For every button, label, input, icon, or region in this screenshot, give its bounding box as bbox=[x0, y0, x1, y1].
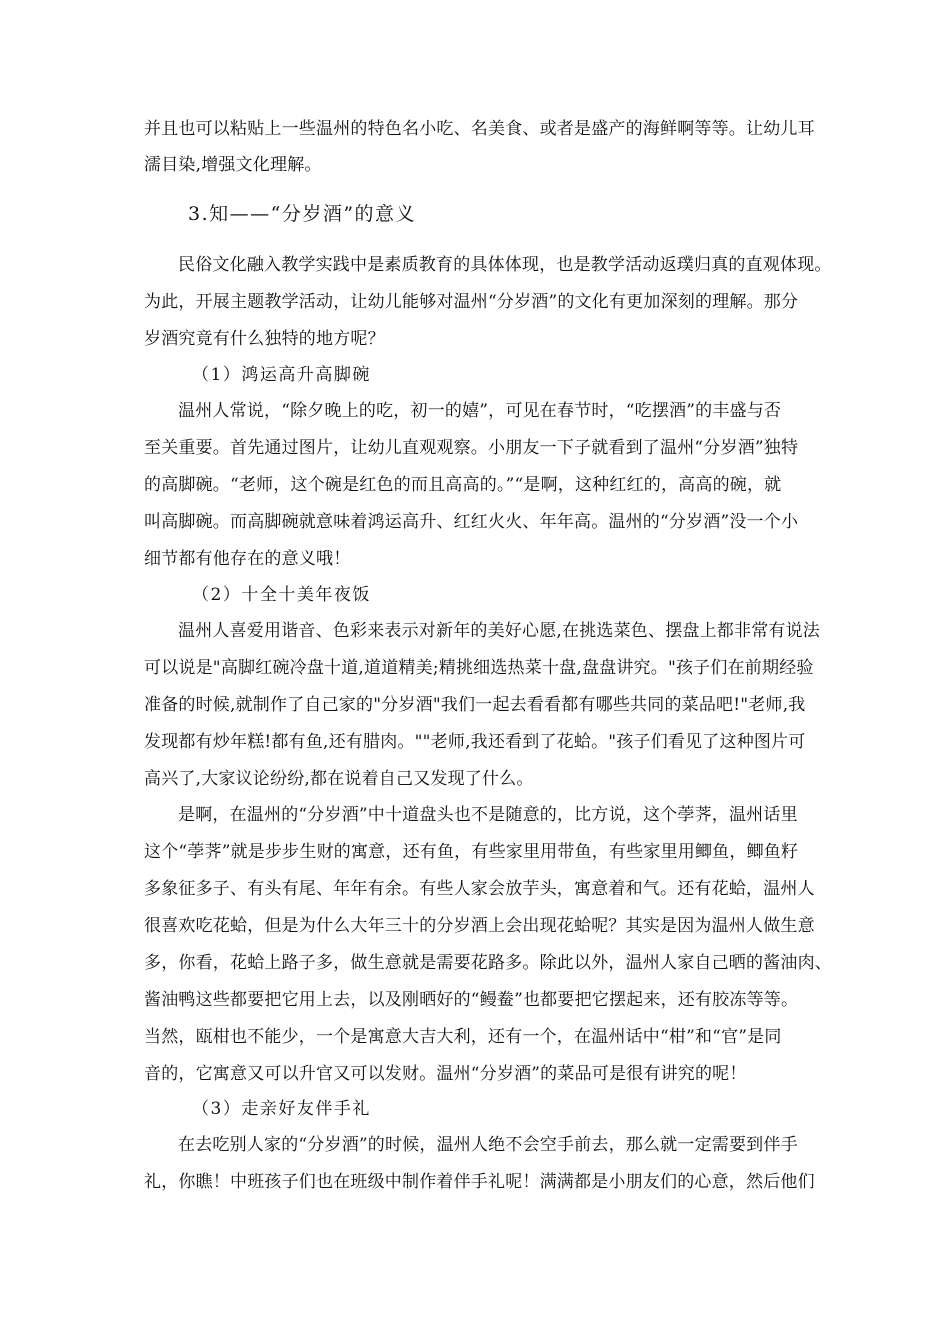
paragraph-line: 细节都有他存在的意义哦！ bbox=[144, 549, 351, 569]
paragraph-line: 多，你看，花蛤上路子多，做生意就是需要花路多。除此以外，温州人家自己晒的酱油肉、 bbox=[144, 953, 832, 973]
paragraph-line: 民俗文化融入教学实践中是素质教育的具体体现，也是教学活动返璞归真的直观体现。 bbox=[178, 255, 832, 275]
sub-heading: （3）走亲好友伴手礼 bbox=[192, 1099, 371, 1119]
paragraph-line: 温州人常说，“除夕晚上的吃，初一的嬉”，可见在春节时，“吃摆酒”的丰盛与否 bbox=[178, 401, 782, 421]
paragraph-line: 在去吃别人家的“分岁酒”的时候，温州人绝不会空手前去，那么就一定需要到伴手 bbox=[178, 1135, 798, 1155]
section-heading: 3.知——“分岁酒”的意义 bbox=[188, 203, 417, 225]
paragraph-line: 岁酒究竟有什么独特的地方呢？ bbox=[144, 329, 385, 349]
paragraph-line: 可以说是"高脚红碗冷盘十道,道道精美;精挑细选热菜十盘,盘盘讲究。"孩子们在前期经验 bbox=[144, 658, 814, 678]
sub-heading: （1）鸿运高升高脚碗 bbox=[192, 365, 371, 385]
paragraph-line: 当然，瓯柑也不能少，一个是寓意大吉大利，还有一个，在温州话中“柑”和“官”是同 bbox=[144, 1027, 782, 1047]
paragraph-line: 准备的时候,就制作了自己家的"分岁酒"我们一起去看看都有哪些共同的菜品吧!"老师,我 bbox=[144, 695, 806, 715]
paragraph-line: 为此，开展主题教学活动，让幼儿能够对温州“分岁酒”的文化有更加深刻的理解。那分 bbox=[144, 292, 799, 312]
paragraph-line: 多象征多子、有头有尾、年年有余。有些人家会放芋头，寓意着和气。还有花蛤，温州人 bbox=[144, 879, 815, 899]
paragraph-line: 音的，它寓意又可以升官又可以发财。温州“分岁酒”的菜品可是很有讲究的呢！ bbox=[144, 1064, 747, 1084]
paragraph-line: 高兴了,大家议论纷纷,都在说着自己又发现了什么。 bbox=[144, 769, 534, 789]
paragraph-line: 酱油鸭这些都要把它用上去，以及刚晒好的“鳗鲞”也都要把它摆起来，还有胶冻等等。 bbox=[144, 990, 799, 1010]
paragraph-line: 温州人喜爱用谐音、色彩来表示对新年的美好心愿,在挑选菜色、摆盘上都非常有说法 bbox=[178, 621, 821, 641]
paragraph-line: 这个“荸荠”就是步步生财的寓意，还有鱼，有些家里用带鱼，有些家里用鲫鱼，鲫鱼籽 bbox=[144, 842, 799, 862]
paragraph-line: 并且也可以粘贴上一些温州的特色名小吃、名美食、或者是盛产的海鲜啊等等。让幼儿耳 bbox=[144, 119, 815, 139]
paragraph-line: 至关重要。首先通过图片，让幼儿直观观察。小朋友一下子就看到了温州“分岁酒”独特 bbox=[144, 438, 799, 458]
paragraph-line: 很喜欢吃花蛤，但是为什么大年三十的分岁酒上会出现花蛤呢？其实是因为温州人做生意 bbox=[144, 916, 815, 936]
paragraph-line: 发现都有炒年糕!都有鱼,还有腊肉。""老师,我还看到了花蛤。"孩子们看见了这种图片可 bbox=[144, 732, 806, 752]
paragraph-line: 是啊，在温州的“分岁酒”中十道盘头也不是随意的，比方说，这个荸荠，温州话里 bbox=[178, 805, 798, 825]
paragraph-line: 濡目染,增强文化理解。 bbox=[144, 155, 322, 175]
paragraph-line: 礼，你瞧！中班孩子们也在班级中制作着伴手礼呢！满满都是小朋友们的心意，然后他们 bbox=[144, 1172, 815, 1192]
paragraph-line: 的高脚碗。“老师，这个碗是红色的而且高高的。”“是啊，这种红红的，高高的碗，就 bbox=[144, 475, 782, 495]
sub-heading: （2）十全十美年夜饭 bbox=[192, 585, 371, 605]
paragraph-line: 叫高脚碗。而高脚碗就意味着鸿运高升、红红火火、年年高。温州的“分岁酒”没一个小 bbox=[144, 512, 799, 532]
